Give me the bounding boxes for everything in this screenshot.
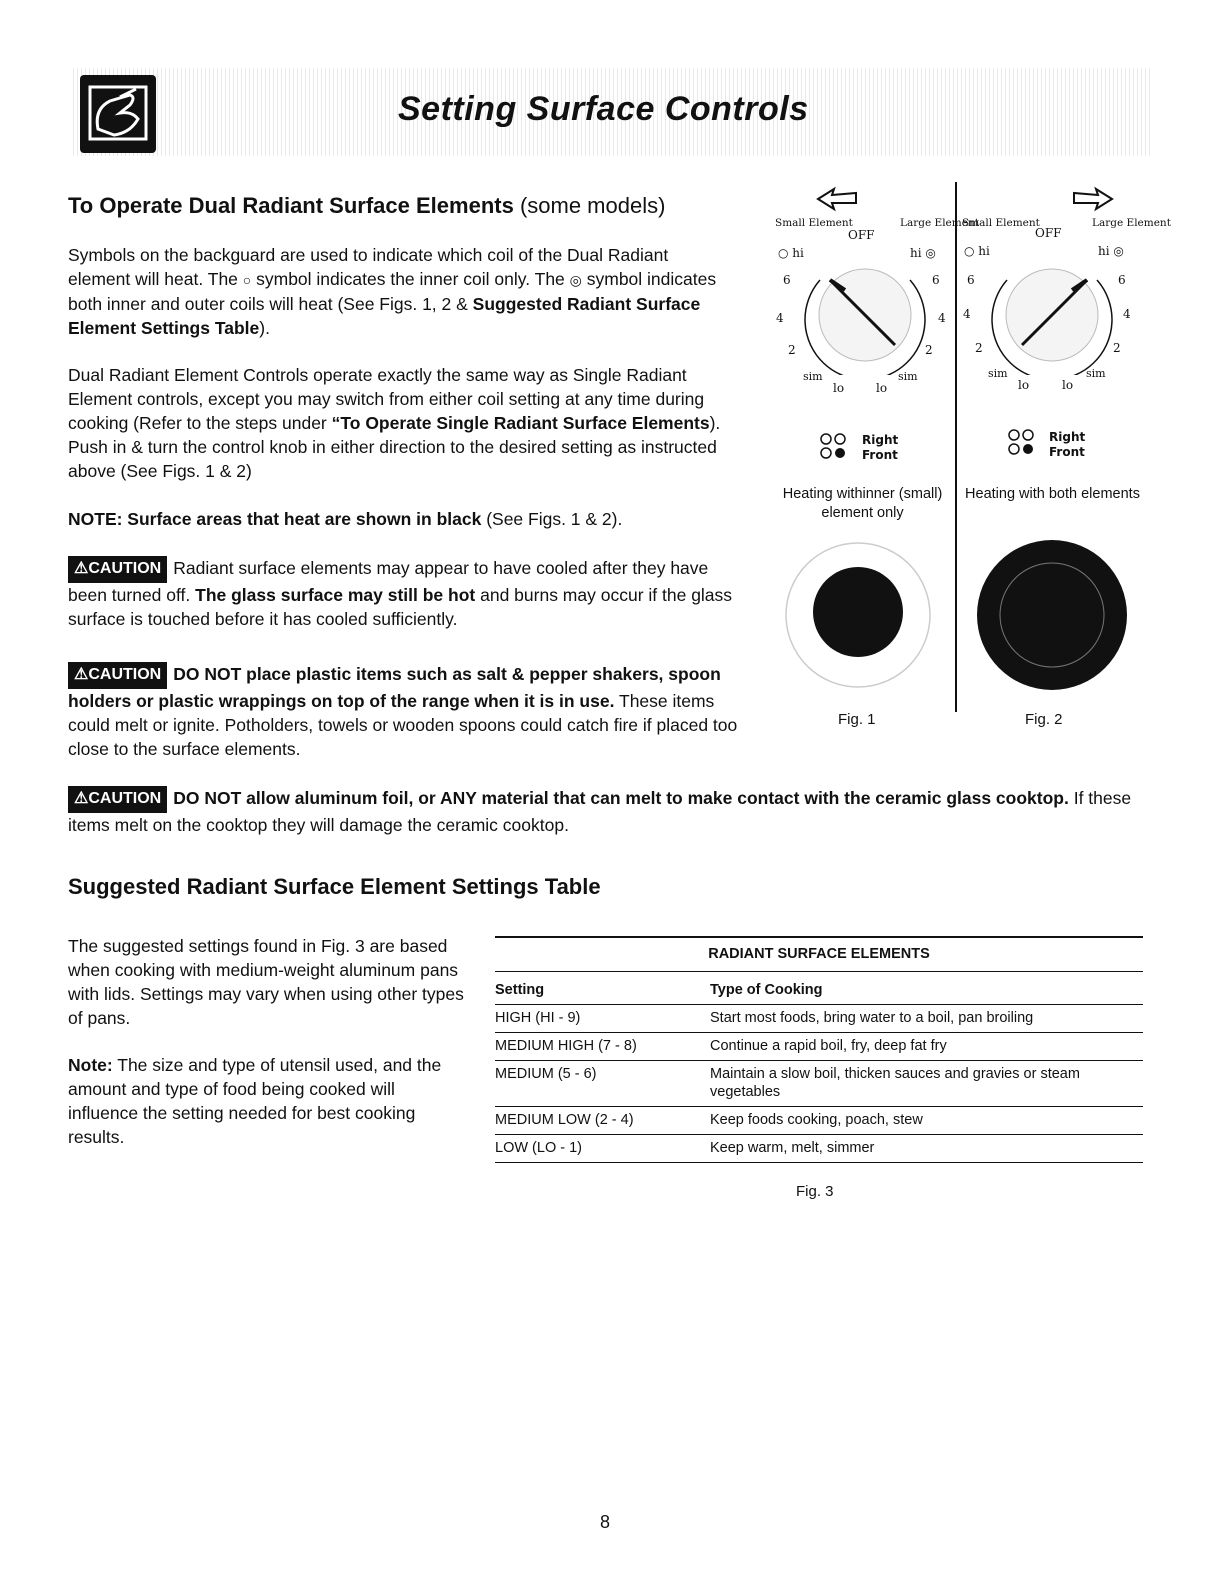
fig2-front-label: Front bbox=[1049, 445, 1085, 459]
fig2-sim-right: sim bbox=[1086, 367, 1106, 380]
warning-icon: ⚠ bbox=[74, 666, 89, 683]
column-header-type: Type of Cooking bbox=[710, 972, 1143, 1005]
fig1-sim-left: sim bbox=[803, 370, 823, 383]
type-cell: Maintain a slow boil, thicken sauces and gravies or steam vegetables bbox=[710, 1061, 1143, 1107]
paragraph-symbols: Symbols on the backguard are used to indicate which coil of the Dual Radiant element will heat. The ○ symbol indicates the inner coil only. The ◎ symbol indicates both inner and outer coils will heat (See Figs. 1, 2 & Suggested Radiant Surface Element Settings Table). bbox=[68, 245, 717, 338]
figure-divider bbox=[955, 182, 957, 712]
type-cell: Keep foods cooking, poach, stew bbox=[710, 1107, 1143, 1135]
fig1-off-label: OFF bbox=[848, 228, 875, 242]
fig2-label: Fig. 2 bbox=[1025, 711, 1063, 728]
fig2-control-knob bbox=[972, 255, 1132, 375]
setting-cell: MEDIUM LOW (2 - 4) bbox=[495, 1107, 710, 1135]
fig1-dial-2: 2 bbox=[788, 343, 796, 357]
fig2-right-label: Right bbox=[1049, 430, 1086, 444]
fig1-hi-small: ○ hi bbox=[778, 246, 804, 260]
both-coils-symbol: ◎ bbox=[569, 272, 582, 288]
fig2-large-element-label: Large Element bbox=[1092, 217, 1171, 229]
paragraph-dual-controls: Dual Radiant Element Controls operate exactly the same way as Single Radiant Element controls, except you may switch from either coil setting at any time during cooking (Refer to the steps under “To Operate Single Radiant Surface Elements). Push in & turn the control knob in either direction to the desired setting as instructed above (See Figs. 1 & 2) bbox=[68, 365, 721, 481]
note-utensil: Note: The size and type of utensil used, and the amount and type of food being cooked will influence the setting needed for best cooking results. bbox=[68, 1055, 442, 1147]
fig2-lo-left: lo bbox=[1018, 378, 1030, 392]
fig1-right-label: Right bbox=[862, 433, 899, 447]
left-arrow-icon bbox=[810, 185, 860, 215]
table-row bbox=[495, 1107, 1143, 1135]
setting-cell: LOW (LO - 1) bbox=[495, 1135, 710, 1163]
fig3-label: Fig. 3 bbox=[796, 1183, 834, 1200]
fig1-hi-large: hi ◎ bbox=[910, 246, 936, 260]
table-row bbox=[495, 1033, 1143, 1061]
caution-cooled: ⚠CAUTION Radiant surface elements may appear to have cooled after they have been turned off. The glass surface may still be hot and burns may occur if the glass surface is touched before it has cooled sufficiently. bbox=[68, 558, 733, 629]
fig1-front-label: Front bbox=[862, 448, 898, 462]
page-title: Setting Surface Controls bbox=[398, 90, 809, 128]
fig1-sim-right: sim bbox=[898, 370, 918, 383]
inner-coil-symbol: ○ bbox=[242, 272, 252, 288]
fig2-off-label: OFF bbox=[1035, 226, 1062, 240]
paragraph-suggested-settings: The suggested settings found in Fig. 3 are based when cooking with medium-weight aluminum pans with lids. Settings may vary when using other types of pans. bbox=[68, 936, 464, 1028]
type-cell: Keep warm, melt, simmer bbox=[710, 1135, 1143, 1163]
fig2-dial-4: 4 bbox=[963, 307, 971, 321]
fig2-sim-left: sim bbox=[988, 367, 1008, 380]
setting-cell: MEDIUM (5 - 6) bbox=[495, 1061, 710, 1107]
fig1-dial-6-right: 6 bbox=[932, 273, 940, 287]
page-number: 8 bbox=[600, 1512, 611, 1532]
fig1-dial-4-right: 4 bbox=[938, 311, 946, 325]
warning-icon: ⚠ bbox=[74, 790, 89, 807]
table-row bbox=[495, 1135, 1143, 1163]
fig1-control-knob bbox=[785, 255, 945, 375]
fig1-large-element-label: Large Element bbox=[900, 217, 979, 229]
setting-cell: HIGH (HI - 9) bbox=[495, 1005, 710, 1033]
table-row bbox=[495, 1061, 1143, 1107]
fig1-lo-right: lo bbox=[876, 381, 888, 395]
type-cell: Start most foods, bring water to a boil, pan broiling bbox=[710, 1005, 1143, 1033]
note-heat-areas: NOTE: Surface areas that heat are shown in black (See Figs. 1 & 2). bbox=[68, 509, 623, 529]
warning-icon: ⚠ bbox=[74, 560, 89, 577]
caution-foil: ⚠CAUTION DO NOT allow aluminum foil, or ANY material that can melt to make contact with the ceramic glass cooktop. If these items melt on the cooktop they will damage the ceramic cooktop. bbox=[68, 788, 1132, 835]
fig1-dial-2-right: 2 bbox=[925, 343, 933, 357]
setting-cell: MEDIUM HIGH (7 - 8) bbox=[495, 1033, 710, 1061]
type-cell: Continue a rapid boil, fry, deep fat fry bbox=[710, 1033, 1143, 1061]
section-heading-settings-table: Suggested Radiant Surface Element Settings Table bbox=[68, 874, 601, 899]
fig1-inner-element-heated bbox=[768, 530, 948, 700]
fig2-caption: Heating with both elements bbox=[965, 486, 1140, 502]
right-arrow-icon bbox=[1070, 185, 1120, 215]
fig1-small-element-label: Small Element bbox=[775, 217, 853, 229]
table-row bbox=[495, 1005, 1143, 1033]
fig2-dial-4-right: 4 bbox=[1123, 307, 1131, 321]
fig1-label: Fig. 1 bbox=[838, 711, 876, 728]
fig2-dial-2-right: 2 bbox=[1113, 341, 1121, 355]
fig2-hi-small: ○ hi bbox=[964, 244, 990, 258]
table-title: RADIANT SURFACE ELEMENTS bbox=[495, 937, 1143, 972]
fig2-both-elements-heated bbox=[960, 530, 1150, 700]
fig1-dial-4: 4 bbox=[776, 311, 784, 325]
fig2-dial-2: 2 bbox=[975, 341, 983, 355]
stove-hand-icon bbox=[80, 75, 156, 153]
fig1-position-indicator-icon bbox=[820, 432, 860, 462]
fig1-lo-left: lo bbox=[833, 381, 845, 395]
column-header-setting: Setting bbox=[495, 972, 710, 1005]
fig1-dial-6: 6 bbox=[783, 273, 791, 287]
settings-table bbox=[495, 936, 1143, 1163]
fig2-small-element-label: Small Element bbox=[962, 217, 1040, 229]
fig2-position-indicator-icon bbox=[1008, 428, 1048, 458]
fig2-dial-6: 6 bbox=[967, 273, 975, 287]
fig2-dial-6-right: 6 bbox=[1118, 273, 1126, 287]
caution-badge: ⚠CAUTION bbox=[68, 786, 167, 813]
section-heading-dual-radiant: To Operate Dual Radiant Surface Elements (some models) bbox=[68, 193, 666, 218]
fig1-caption: Heating withinner (small) element only bbox=[782, 486, 943, 521]
fig2-hi-large: hi ◎ bbox=[1098, 244, 1124, 258]
fig2-lo-right: lo bbox=[1062, 378, 1074, 392]
caution-badge: ⚠CAUTION bbox=[68, 662, 167, 689]
caution-badge: ⚠CAUTION bbox=[68, 556, 167, 583]
caution-plastic: ⚠CAUTION DO NOT place plastic items such as salt & pepper shakers, spoon holders or plastic wrappings on top of the range when it is in use. These items could melt or ignite. Potholders, towels or wooden spoons could catch fire if placed too close to the surface elements. bbox=[68, 664, 738, 759]
